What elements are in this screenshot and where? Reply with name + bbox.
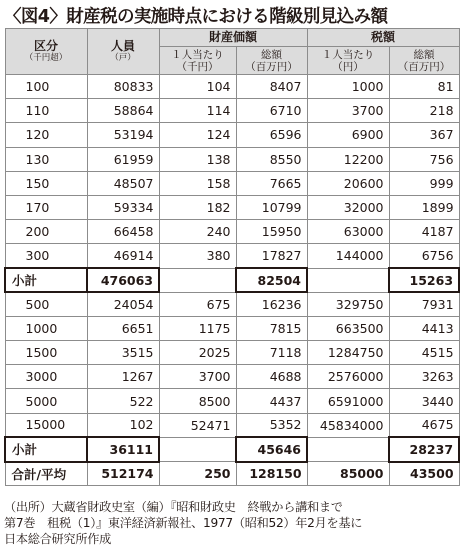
cell-cat: 100 [5,75,87,99]
table-row [5,437,459,461]
header-tax-group: 税額 [307,29,459,47]
cell-tp: 144000 [307,244,389,268]
cell-ptot: 82504 [236,268,307,292]
table-row [5,365,459,389]
cell-ttot: 15263 [389,268,459,292]
cell-people: 53194 [87,123,159,147]
cell-cat: 500 [5,292,87,316]
cell-tp: 12200 [307,147,389,171]
cell-tp: 329750 [307,292,389,316]
cell-ttot: 7931 [389,292,459,316]
cell-ttot: 6756 [389,244,459,268]
cell-tp: 85000 [307,462,389,486]
table-body [5,75,459,486]
cell-pp: 182 [159,195,236,219]
cell-pp: 8500 [159,389,236,413]
cell-ttot: 4413 [389,316,459,340]
cell-pp: 2025 [159,341,236,365]
cell-pp: 104 [159,75,236,99]
cell-ptot: 15950 [236,220,307,244]
cell-ttot: 4187 [389,220,459,244]
cell-people: 66458 [87,220,159,244]
cell-people: 512174 [87,462,159,486]
table-row [5,99,459,123]
cell-ptot: 4437 [236,389,307,413]
cell-ptot: 4688 [236,365,307,389]
table-row [5,389,459,413]
header-people-unit: （戸） [110,53,136,63]
cell-ttot: 218 [389,99,459,123]
cell-ptot: 7118 [236,341,307,365]
cell-people: 24054 [87,292,159,316]
table-row [5,147,459,171]
cell-ttot: 28237 [389,437,459,461]
cell-ptot: 16236 [236,292,307,316]
source-line: （出所）大蔵省財政史室（編）『昭和財政史 終戦から講和まで [4,500,343,514]
cell-ptot: 17827 [236,244,307,268]
cell-tp [307,268,389,292]
cell-people: 46914 [87,244,159,268]
table-row [5,292,459,316]
label: １人当たり [171,48,224,61]
tax-table [4,28,460,486]
header-people [87,29,159,75]
cell-tp: 45834000 [307,413,389,437]
header-property-group: 財産価額 [159,29,307,47]
table-row [5,75,459,99]
cell-ttot: 43500 [389,462,459,486]
label: １人当たり [321,48,375,61]
cell-tp: 663500 [307,316,389,340]
cell-cat: 5000 [5,389,87,413]
cell-cat: 150 [5,171,87,195]
table-row [5,316,459,340]
cell-people: 58864 [87,99,159,123]
cell-ttot: 756 [389,147,459,171]
cell-cat: 300 [5,244,87,268]
cell-pp: 52471 [159,413,236,437]
cell-tp: 3700 [307,99,389,123]
cell-tp: 6900 [307,123,389,147]
cell-tp: 32000 [307,195,389,219]
cell-cat: 小計 [5,437,87,461]
cell-pp: 158 [159,171,236,195]
table-row [5,195,459,219]
header-class-unit: （千円超） [24,53,68,63]
table-row [5,341,459,365]
table-row [5,220,459,244]
cell-tp: 1000 [307,75,389,99]
cell-ptot: 10799 [236,195,307,219]
cell-people: 3515 [87,341,159,365]
table-row [5,171,459,195]
cell-ptot: 7665 [236,171,307,195]
cell-pp: 3700 [159,365,236,389]
label: 総額 [261,48,282,61]
cell-cat: 15000 [5,413,87,437]
cell-pp: 138 [159,147,236,171]
cell-ttot: 3440 [389,389,459,413]
header-property-total [236,47,307,75]
cell-cat: 110 [5,99,87,123]
cell-cat: 170 [5,195,87,219]
table-row [5,268,459,292]
cell-pp: 675 [159,292,236,316]
cell-people: 102 [87,413,159,437]
cell-pp: 240 [159,220,236,244]
cell-cat: 130 [5,147,87,171]
cell-pp: 250 [159,462,236,486]
header-tax-total [389,47,459,75]
cell-ptot: 8550 [236,147,307,171]
cell-cat: 1000 [5,316,87,340]
cell-tp: 6591000 [307,389,389,413]
cell-ttot: 3263 [389,365,459,389]
cell-pp: 124 [159,123,236,147]
table-row [5,244,459,268]
source-note [4,499,459,547]
cell-pp [159,268,236,292]
cell-tp: 2576000 [307,365,389,389]
figure-title: 〈図4〉財産税の実施時点における階級別見込み額 [4,7,388,27]
unit: （円） [332,60,364,73]
cell-ptot: 45646 [236,437,307,461]
cell-tp: 1284750 [307,341,389,365]
cell-people: 61959 [87,147,159,171]
cell-tp: 63000 [307,220,389,244]
cell-people: 6651 [87,316,159,340]
cell-pp: 1175 [159,316,236,340]
source-line: 第7巻 租税（1）』東洋経済新報社、1977（昭和52）年2月を基に [4,516,363,530]
cell-ptot: 8407 [236,75,307,99]
cell-ttot: 367 [389,123,459,147]
cell-pp: 114 [159,99,236,123]
table-row [5,123,459,147]
cell-ttot: 1899 [389,195,459,219]
cell-ptot: 7815 [236,316,307,340]
unit: （百万円） [245,60,298,73]
cell-people: 59334 [87,195,159,219]
header-property-per-person [159,47,236,75]
cell-ptot: 128150 [236,462,307,486]
cell-ttot: 81 [389,75,459,99]
unit: （千円） [176,60,219,73]
cell-ptot: 5352 [236,413,307,437]
cell-tp: 20600 [307,171,389,195]
unit: （百万円） [397,60,451,73]
cell-cat: 合計/平均 [5,462,87,486]
table-header [5,29,459,75]
cell-people: 1267 [87,365,159,389]
cell-pp [159,437,236,461]
cell-cat: 200 [5,220,87,244]
header-class-label: 区分 [33,39,58,53]
cell-tp [307,437,389,461]
cell-people: 36111 [87,437,159,461]
source-line: 日本総合研究所作成 [4,532,111,546]
cell-cat: 120 [5,123,87,147]
cell-pp: 380 [159,244,236,268]
header-class [5,29,87,75]
header-people-label: 人員 [110,39,135,53]
cell-cat: 小計 [5,268,87,292]
cell-ttot: 999 [389,171,459,195]
cell-people: 522 [87,389,159,413]
cell-people: 476063 [87,268,159,292]
label: 総額 [413,48,435,61]
cell-ttot: 4515 [389,341,459,365]
cell-ttot: 4675 [389,413,459,437]
cell-people: 80833 [87,75,159,99]
cell-cat: 1500 [5,341,87,365]
cell-ptot: 6710 [236,99,307,123]
header-tax-per-person [307,47,389,75]
cell-people: 48507 [87,171,159,195]
cell-ptot: 6596 [236,123,307,147]
table-row [5,413,459,437]
cell-cat: 3000 [5,365,87,389]
table-row [5,462,459,486]
